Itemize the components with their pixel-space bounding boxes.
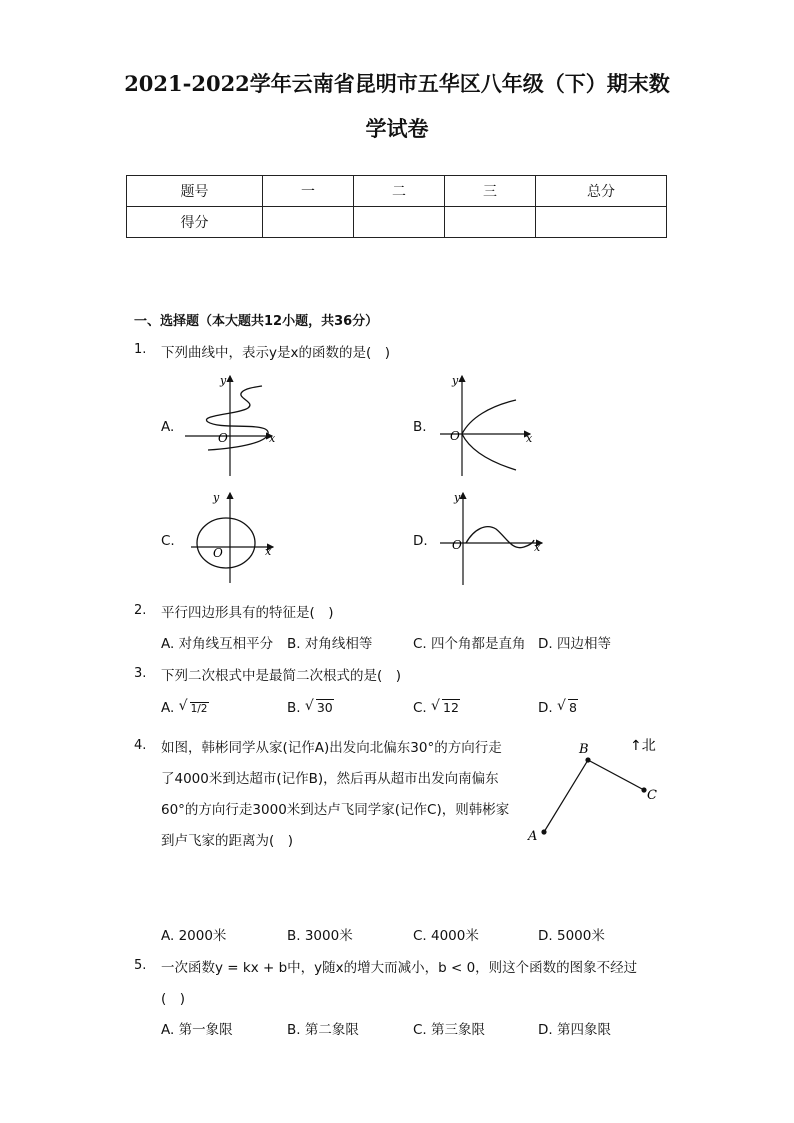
- option-b: B. 第二象限: [287, 1022, 359, 1038]
- score-table-score-row: [127, 207, 667, 238]
- origin-label: O: [452, 538, 462, 552]
- question-text-line: 60°的方向行走3000米到达卢飞同学家(记作C)，则韩彬家: [161, 802, 510, 818]
- option-label: B.: [287, 700, 301, 716]
- label-b: B: [579, 742, 589, 757]
- wave-curve: [466, 527, 534, 548]
- page-title-line2: 学试卷: [365, 116, 429, 141]
- section-heading: 一、选择题（本大题共12小题，共36分）: [134, 314, 379, 329]
- option-c: [413, 700, 460, 716]
- radical-sign-icon: √: [431, 698, 440, 714]
- score-table-header: 三: [445, 176, 536, 207]
- option-b: [287, 700, 334, 716]
- question-number: 2.: [134, 603, 147, 618]
- point-c: [641, 787, 646, 792]
- page-title-line1: 2021-2022学年云南省昆明市五华区八年级（下）期末数: [124, 71, 670, 96]
- radicand: 12: [443, 700, 459, 715]
- option-label: C.: [413, 700, 427, 716]
- score-cell[interactable]: [445, 207, 536, 238]
- x-label: x: [269, 432, 276, 445]
- score-table-header: 一: [263, 176, 354, 207]
- option-label: A.: [161, 419, 175, 435]
- label-c: C: [647, 788, 657, 803]
- option-a: A. 2000米: [161, 928, 227, 944]
- sqrt-expression: [179, 700, 209, 716]
- option-c: C. 四个角都是直角: [413, 636, 526, 652]
- score-table-header: 二: [354, 176, 445, 207]
- graph-option-a: [180, 370, 290, 480]
- question-text-line: ( ): [161, 991, 186, 1007]
- question-text-line: 一次函数y = kx + b中，y随x的增大而减小，b < 0，则这个函数的图象不经过: [161, 960, 638, 976]
- graph-option-d: [430, 485, 550, 590]
- option-d: [538, 700, 578, 716]
- question-text: 平行四边形具有的特征是( ): [161, 605, 334, 621]
- score-cell[interactable]: [263, 207, 354, 238]
- option-c: C. 4000米: [413, 928, 479, 944]
- radicand: 8: [568, 700, 577, 715]
- score-table-header-row: [127, 176, 667, 207]
- option-b: B. 3000米: [287, 928, 353, 944]
- question-number: 3.: [134, 666, 147, 681]
- question-text: 下列二次根式中是最简二次根式的是( ): [161, 668, 402, 684]
- question-number: 5.: [134, 958, 147, 973]
- north-indicator: ↑北: [630, 738, 656, 754]
- option-a: [161, 700, 209, 716]
- x-label: x: [526, 432, 533, 445]
- score-row-label: 得分: [127, 207, 263, 238]
- question-text-line: 了4000米到达超市(记作B)，然后再从超市出发向南偏东: [161, 771, 499, 787]
- radical-sign-icon: √: [178, 698, 188, 714]
- option-label: B.: [413, 419, 427, 435]
- y-label: y: [220, 374, 227, 387]
- question-text-line: 如图，韩彬同学从家(记作A)出发向北偏东30°的方向行走: [161, 740, 502, 756]
- score-table-header: 题号: [127, 176, 263, 207]
- option-d: D. 四边相等: [538, 636, 611, 652]
- label-a: A: [528, 829, 538, 844]
- question-text: 下列曲线中，表示y是x的函数的是( ): [161, 345, 391, 361]
- score-cell[interactable]: [354, 207, 445, 238]
- option-label: D.: [538, 700, 553, 716]
- x-label: x: [265, 545, 272, 558]
- origin-label: O: [450, 429, 460, 443]
- x-label: x: [534, 541, 541, 554]
- question-text-line: 到卢飞家的距离为( ): [161, 833, 294, 849]
- y-label: y: [454, 491, 461, 504]
- sqrt-expression: [431, 700, 460, 716]
- graph-option-b: [430, 370, 540, 480]
- origin-label: O: [213, 546, 223, 560]
- curve: [206, 386, 268, 450]
- curve: [462, 400, 516, 470]
- option-c: C. 第三象限: [413, 1022, 486, 1038]
- circle-curve: [197, 518, 255, 568]
- radical-sign-icon: √: [556, 698, 566, 714]
- option-label: D.: [413, 533, 428, 549]
- option-label: C.: [161, 533, 175, 549]
- y-label: y: [452, 374, 459, 387]
- score-cell[interactable]: [536, 207, 667, 238]
- score-table-header: 总分: [536, 176, 667, 207]
- option-a: A. 第一象限: [161, 1022, 233, 1038]
- origin-label: O: [218, 431, 228, 445]
- q4-figure: [520, 730, 670, 850]
- radicand: 1/2: [190, 703, 208, 715]
- question-number: 4.: [134, 738, 147, 753]
- option-b: B. 对角线相等: [287, 636, 373, 652]
- sqrt-expression: [305, 700, 334, 716]
- radicand: 30: [316, 700, 333, 715]
- score-table: [126, 175, 667, 238]
- option-d: D. 5000米: [538, 928, 605, 944]
- radical-sign-icon: √: [304, 698, 314, 714]
- option-label: A.: [161, 700, 175, 716]
- y-label: y: [213, 491, 220, 504]
- point-a: [541, 829, 546, 834]
- sqrt-expression: [557, 700, 578, 716]
- option-d: D. 第四象限: [538, 1022, 611, 1038]
- option-a: A. 对角线互相平分: [161, 636, 274, 652]
- point-b: [585, 757, 590, 762]
- question-number: 1.: [134, 342, 147, 357]
- path-lines: [544, 760, 644, 832]
- graph-option-c: [185, 485, 285, 585]
